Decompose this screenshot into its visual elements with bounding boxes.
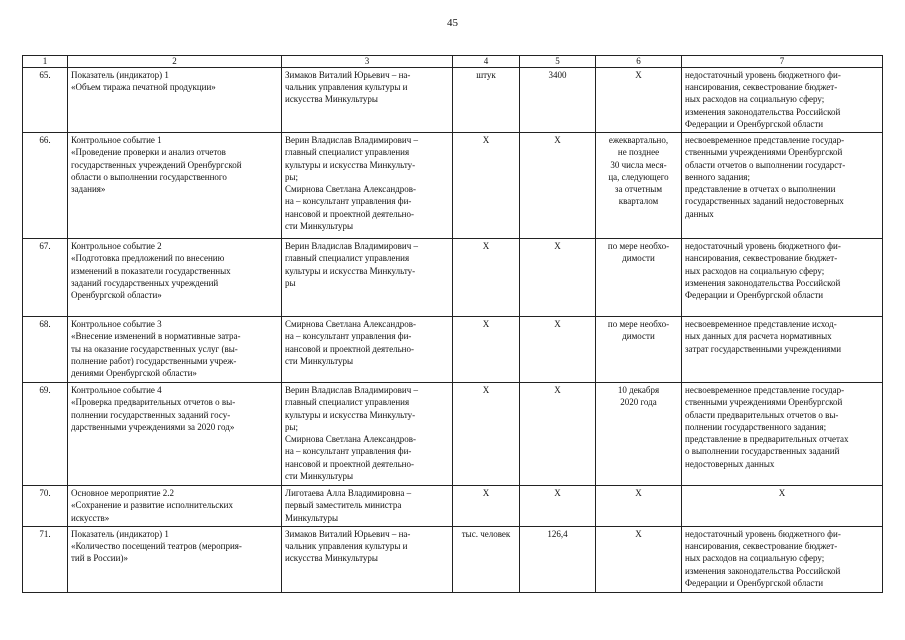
event-name: Основное мероприятие 2.2 «Сохранение и развитие исполнительских искусств» [68,486,282,527]
unit-cell: X [453,486,520,527]
table-row [23,317,883,383]
risks-cell: недостаточный уровень бюджетного фи- нансирования, секвестрование бюджет- ных расходов на социальную сферу; изменения законодательства Российской Федерации и Оренбургской области [682,239,883,317]
risks-cell: недостаточный уровень бюджетного фи- нансирования, секвестрование бюджет- ных расходов на социальную сферу; изменения законодательства Российской Федерации и Оренбургской области [682,526,883,592]
deadline-cell: по мере необхо- димости [596,317,682,383]
unit-cell: X [453,317,520,383]
deadline-cell: X [596,68,682,133]
table-row [23,526,883,592]
deadline-cell: X [596,526,682,592]
row-number: 67. [23,239,68,317]
table-row [23,383,883,486]
page-number: 45 [447,17,458,29]
risks-cell: несвоевременное представление государ- ственными учреждениями Оренбургской области отчетов о выполнении государст- венного задания; представление в отчетах о выполнении государственных заданий недостоверных данных [682,133,883,239]
column-header: 6 [596,56,682,68]
table-row [23,133,883,239]
responsible-person: Верин Владислав Владимирович – главный специалист управления культуры и искусства Минкульту- ры; Смирнова Светлана Александров- на – консультант управления фи- нансовой и проектной деятельно- сти Минкультуры [282,383,453,486]
row-number: 68. [23,317,68,383]
column-header: 1 [23,56,68,68]
event-name: Контрольное событие 1 «Проведение проверки и анализ отчетов государственных учреждений Оренбургской области о выполнении государственного задания» [68,133,282,239]
unit-cell: штук [453,68,520,133]
value-cell: 3400 [520,68,596,133]
risks-cell: несвоевременное представление государ- ственными учреждениями Оренбургской области предварительных отчетов о вы- полнении государственного задания; представление в предварительных отчетах о выполнении государственных заданий недостоверных данных [682,383,883,486]
risks-cell: несвоевременное представление исход- ных данных для расчета нормативных затрат государственными учреждениями [682,317,883,383]
column-header: 7 [682,56,883,68]
value-cell: X [520,383,596,486]
event-name: Контрольное событие 2 «Подготовка предложений по внесению изменений в показатели государственных заданий государственных учреждений Оренбургской области» [68,239,282,317]
row-number: 66. [23,133,68,239]
column-header: 4 [453,56,520,68]
responsible-person: Зимаков Виталий Юрьевич – на- чальник управления культуры и искусства Минкультуры [282,526,453,592]
value-cell: 126,4 [520,526,596,592]
risks-cell: X [682,486,883,527]
row-number: 65. [23,68,68,133]
responsible-person: Верин Владислав Владимирович – главный специалист управления культуры и искусства Минкульту- ры [282,239,453,317]
row-number: 70. [23,486,68,527]
unit-cell: тыс. человек [453,526,520,592]
deadline-cell: по мере необхо- димости [596,239,682,317]
responsible-person: Верин Владислав Владимирович – главный специалист управления культуры и искусства Минкульту- ры; Смирнова Светлана Александров- на – консультант управления фи- нансовой и проектной деятельно- сти Минкультуры [282,133,453,239]
unit-cell: X [453,133,520,239]
table-row [23,68,883,133]
unit-cell: X [453,239,520,317]
unit-cell: X [453,383,520,486]
table-row [23,486,883,527]
value-cell: X [520,486,596,527]
column-header: 2 [68,56,282,68]
risks-cell: недостаточный уровень бюджетного фи- нансирования, секвестрование бюджет- ных расходов на социальную сферу; изменения законодательства Российской Федерации и Оренбургской области [682,68,883,133]
row-number: 71. [23,526,68,592]
value-cell: X [520,133,596,239]
responsible-person: Лиготаева Алла Владимировна – первый заместитель министра Минкультуры [282,486,453,527]
column-header: 3 [282,56,453,68]
deadline-cell: X [596,486,682,527]
column-header: 5 [520,56,596,68]
event-name: Показатель (индикатор) 1 «Объем тиража печатной продукции» [68,68,282,133]
row-number: 69. [23,383,68,486]
event-name: Показатель (индикатор) 1 «Количество посещений театров (мероприя- тий в России)» [68,526,282,592]
value-cell: X [520,317,596,383]
deadline-cell: ежеквартально, не позднее 30 числа меся- ца, следующего за отчетным кварталом [596,133,682,239]
responsible-person: Смирнова Светлана Александров- на – консультант управления фи- нансовой и проектной деятельно- сти Минкультуры [282,317,453,383]
plan-table [22,55,883,593]
deadline-cell: 10 декабря 2020 года [596,383,682,486]
event-name: Контрольное событие 4 «Проверка предварительных отчетов о вы- полнении государственных заданий госу- дарственными учреждениями за 2020 год» [68,383,282,486]
event-name: Контрольное событие 3 «Внесение изменений в нормативные затра- ты на оказание государственных услуг (вы- полнение работ) государственными учреж- дениями Оренбургской области» [68,317,282,383]
responsible-person: Зимаков Виталий Юрьевич – на- чальник управления культуры и искусства Минкультуры [282,68,453,133]
table-row [23,239,883,317]
table-header-row [23,56,883,68]
value-cell: X [520,239,596,317]
